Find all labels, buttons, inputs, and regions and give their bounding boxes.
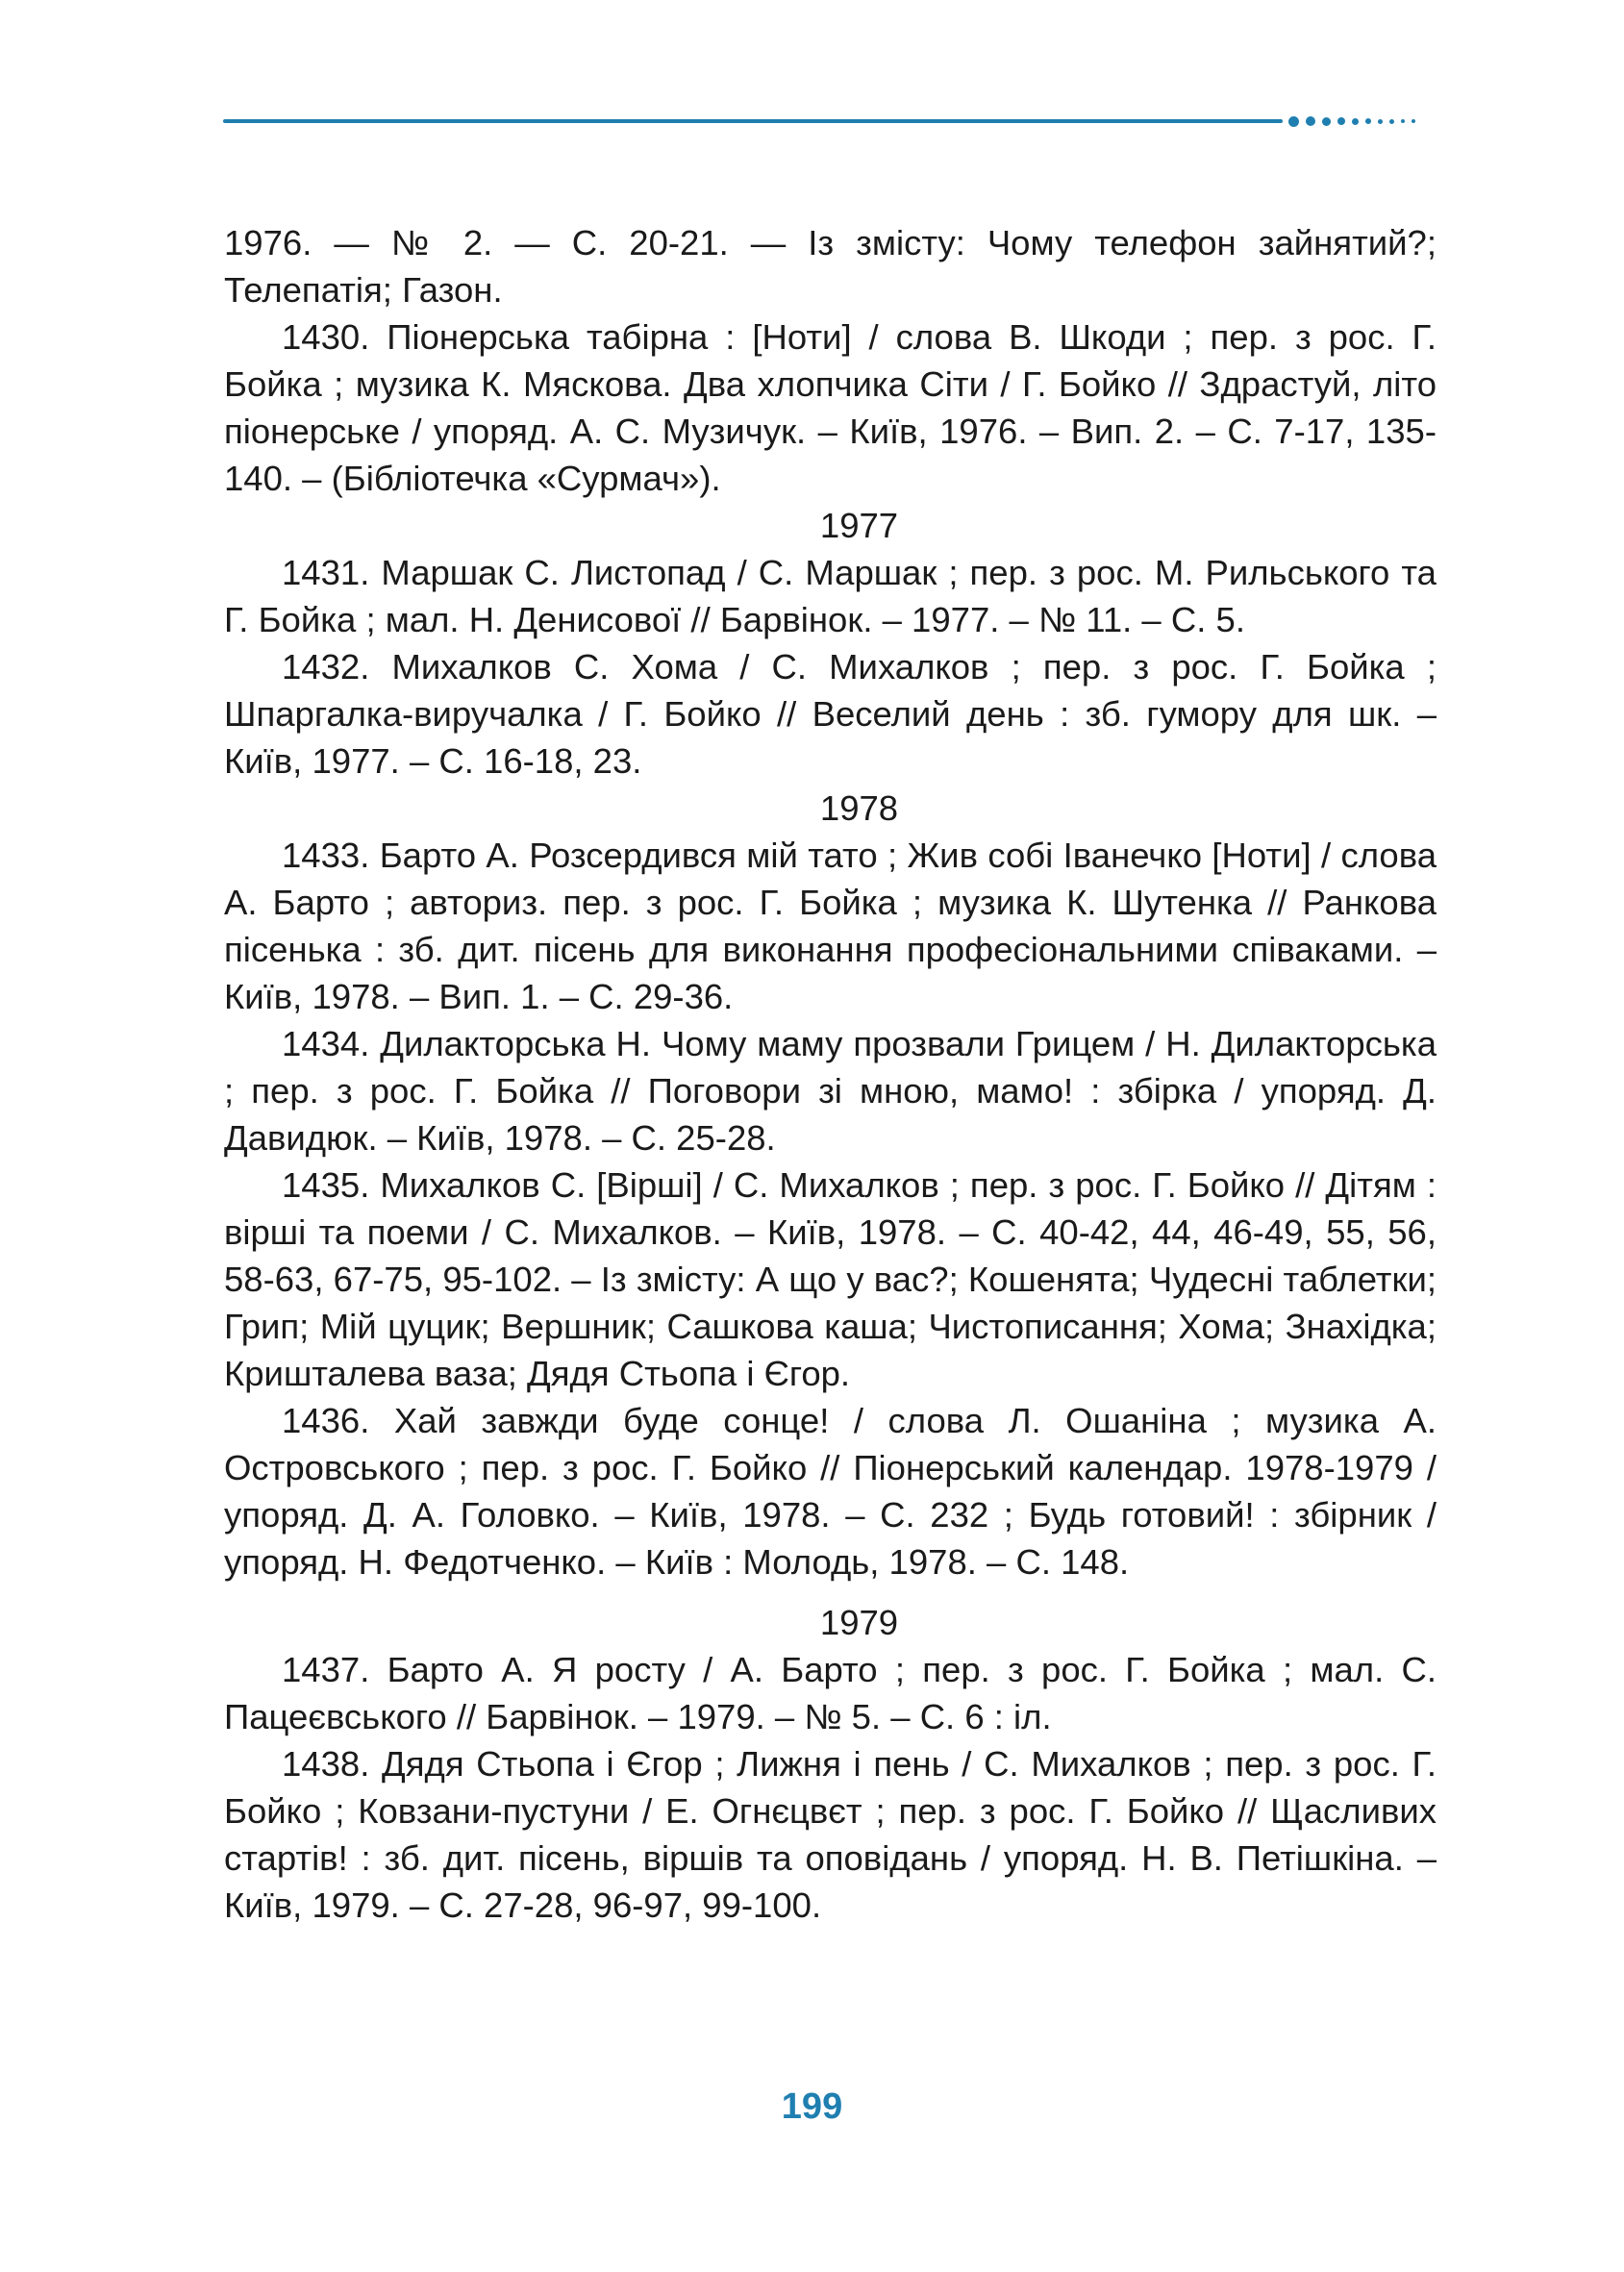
entry-1436: 1436. Хай завжди буде сонце! / слова Л. Ошаніна ; музика А. Островського ; пер. з рос. Г. Бойко // Піонерський календар. 1978-1979 / упоряд. Д. А. Головко. – Київ, 1978. – С. 232 ; Будь готовий! : збірник / упоряд. Н. Федотченко. – Київ : Молодь, 1978. – С. 148.	[224, 1401, 1437, 1582]
header-dots-ornament	[1288, 115, 1422, 127]
entry-1430: 1430. Піонерська табірна : [Ноти] / слова В. Шкоди ; пер. з рос. Г. Бойка ; музика К. Мяскова. Два хлопчика Сіти / Г. Бойко // Здрастуй, літо піонерське / упоряд. А. С. Музичук. – Київ, 1976. – Вип. 2. – С. 7-17, 135-140. – (Бібліотечка «Сурмач»).	[224, 317, 1437, 498]
entry-1434: 1434. Дилакторська Н. Чому маму прозвали Грицем / Н. Дилакторська ; пер. з рос. Г. Бойка // Поговори зі мною, мамо! : збірка / упоряд. Д. Давидюк. – Київ, 1978. – С. 25-28.	[224, 1024, 1437, 1158]
entry-1435: 1435. Михалков С. [Вірші] / С. Михалков ; пер. з рос. Г. Бойко // Дітям : вірші та поеми / С. Михалков. – Київ, 1978. – С. 40-42, 44, 46-49, 55, 56, 58-63, 67-75, 95-102. – Із змісту: А що у вас?; Кошенята; Чудесні таблетки; Грип; Мій цуцик; Вершник; Сашкова каша; Чистописання; Хома; Знахідка; Кришталева ваза; Дядя Стьопа і Єгор.	[224, 1165, 1437, 1393]
page-number: 199	[781, 2086, 843, 2127]
year-heading-1978: 1978	[819, 788, 899, 828]
bibliography-body	[224, 219, 1437, 1929]
entry-continuation: 1976. — № 2. — С. 20-21. — Із змісту: Чому телефон зайнятий?; Телепатія; Газон.	[224, 223, 1437, 310]
header-rule	[223, 119, 1283, 123]
entry-1437: 1437. Барто А. Я росту / А. Барто ; пер. з рос. Г. Бойка ; мал. С. Пацеєвського // Барвінок. – 1979. – № 5. – С. 6 : іл.	[224, 1650, 1437, 1736]
entry-1433: 1433. Барто А. Розсердився мій тато ; Жив собі Іванечко [Ноти] / слова А. Барто ; авториз. пер. з рос. Г. Бойка ; музика К. Шутенка // Ранкова пісенька : зб. дит. пісень для виконання професіональними співаками. – Київ, 1978. – Вип. 1. – С. 29-36.	[224, 836, 1437, 1016]
entry-1432: 1432. Михалков С. Хома / С. Михалков ; пер. з рос. Г. Бойка ; Шпаргалка-виручалка / Г. Бойко // Веселий день : зб. гумору для шк. – Київ, 1977. – С. 16-18, 23.	[224, 647, 1437, 781]
entry-1438: 1438. Дядя Стьопа і Єгор ; Лижня і пень / С. Михалков ; пер. з рос. Г. Бойко ; Ковзани-пустуни / Е. Огнєцвєт ; пер. з рос. Г. Бойко // Щасливих стартів! : зб. дит. пісень, віршів та оповідань / упоряд. Н. В. Петішкіна. – Київ, 1979. – С. 27-28, 96-97, 99-100.	[224, 1744, 1437, 1925]
year-heading-1977: 1977	[819, 506, 899, 545]
entry-1431: 1431. Маршак С. Листопад / С. Маршак ; пер. з рос. М. Рильського та Г. Бойка ; мал. Н. Денисової // Барвінок. – 1977. – № 11. – С. 5.	[224, 553, 1437, 639]
year-heading-1979: 1979	[819, 1603, 899, 1642]
